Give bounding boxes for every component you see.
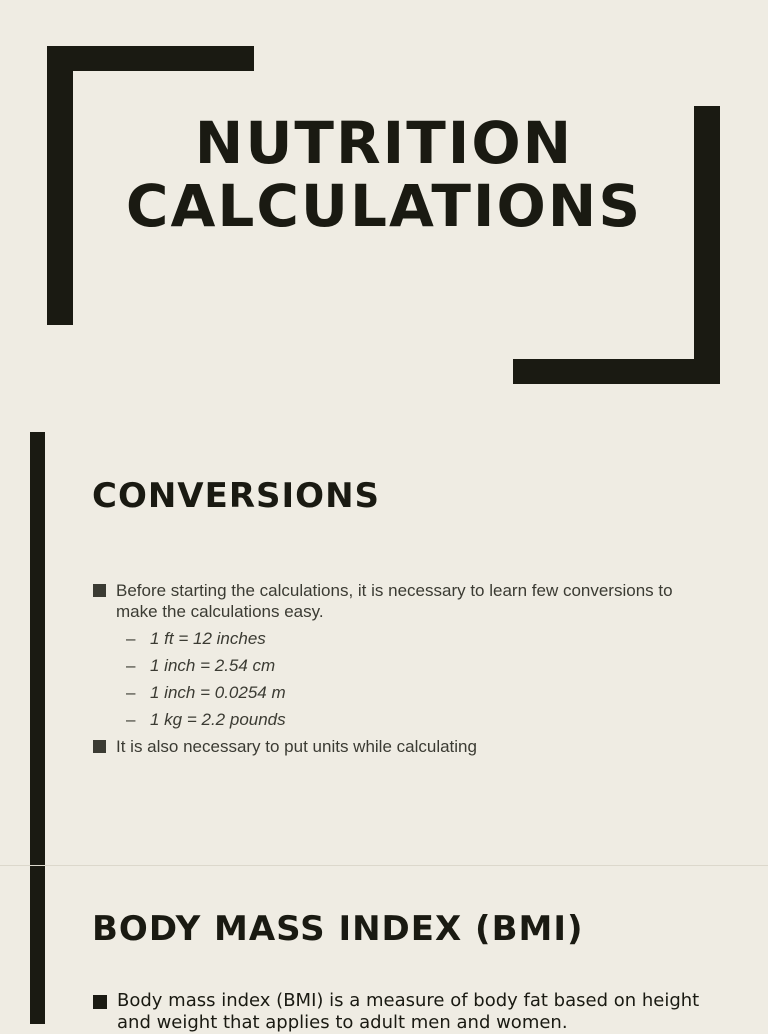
conversions-slide bbox=[0, 432, 768, 865]
title-line-2: CALCULATIONS bbox=[125, 172, 643, 240]
conversion-text: 1 inch = 0.0254 m bbox=[150, 683, 286, 702]
list-item bbox=[116, 628, 693, 649]
dash-bullet-icon: – bbox=[126, 683, 136, 702]
slide-left-accent-bar bbox=[30, 432, 45, 865]
slide-left-accent-bar bbox=[30, 866, 45, 1024]
list-item bbox=[93, 736, 693, 757]
square-bullet-icon bbox=[93, 740, 106, 753]
list-item bbox=[93, 990, 737, 1034]
title-line-1: NUTRITION bbox=[194, 109, 574, 177]
dash-bullet-icon: – bbox=[126, 656, 136, 675]
bullet-text: Body mass index (BMI) is a measure of body fat based on height and weight that applies to adult men and women. bbox=[117, 990, 700, 1033]
frame-bottom-right-horizontal bbox=[513, 359, 720, 384]
square-bullet-icon bbox=[93, 584, 106, 597]
frame-top-left-horizontal bbox=[47, 46, 254, 71]
dash-bullet-icon: – bbox=[126, 710, 136, 729]
conversion-text: 1 inch = 2.54 cm bbox=[150, 656, 276, 675]
list-item bbox=[116, 682, 693, 703]
square-bullet-icon bbox=[93, 995, 107, 1009]
bullet-text: Before starting the calculations, it is necessary to learn few conversions to make the calculations easy. bbox=[116, 581, 673, 621]
conversion-sublist bbox=[116, 628, 693, 730]
list-item bbox=[116, 709, 693, 730]
dash-bullet-icon: – bbox=[126, 629, 136, 648]
conversion-text: 1 kg = 2.2 pounds bbox=[150, 710, 286, 729]
conversions-bullet-list bbox=[93, 580, 693, 763]
list-item bbox=[116, 655, 693, 676]
page-title bbox=[0, 109, 768, 240]
conversion-text: 1 ft = 12 inches bbox=[150, 629, 266, 648]
bullet-text: It is also necessary to put units while calculating bbox=[116, 737, 477, 756]
conversions-heading: CONVERSIONS bbox=[92, 476, 381, 516]
bmi-heading: BODY MASS INDEX (BMI) bbox=[92, 909, 584, 949]
list-item bbox=[93, 580, 693, 730]
title-slide bbox=[0, 0, 768, 432]
bmi-slide bbox=[0, 866, 768, 1033]
